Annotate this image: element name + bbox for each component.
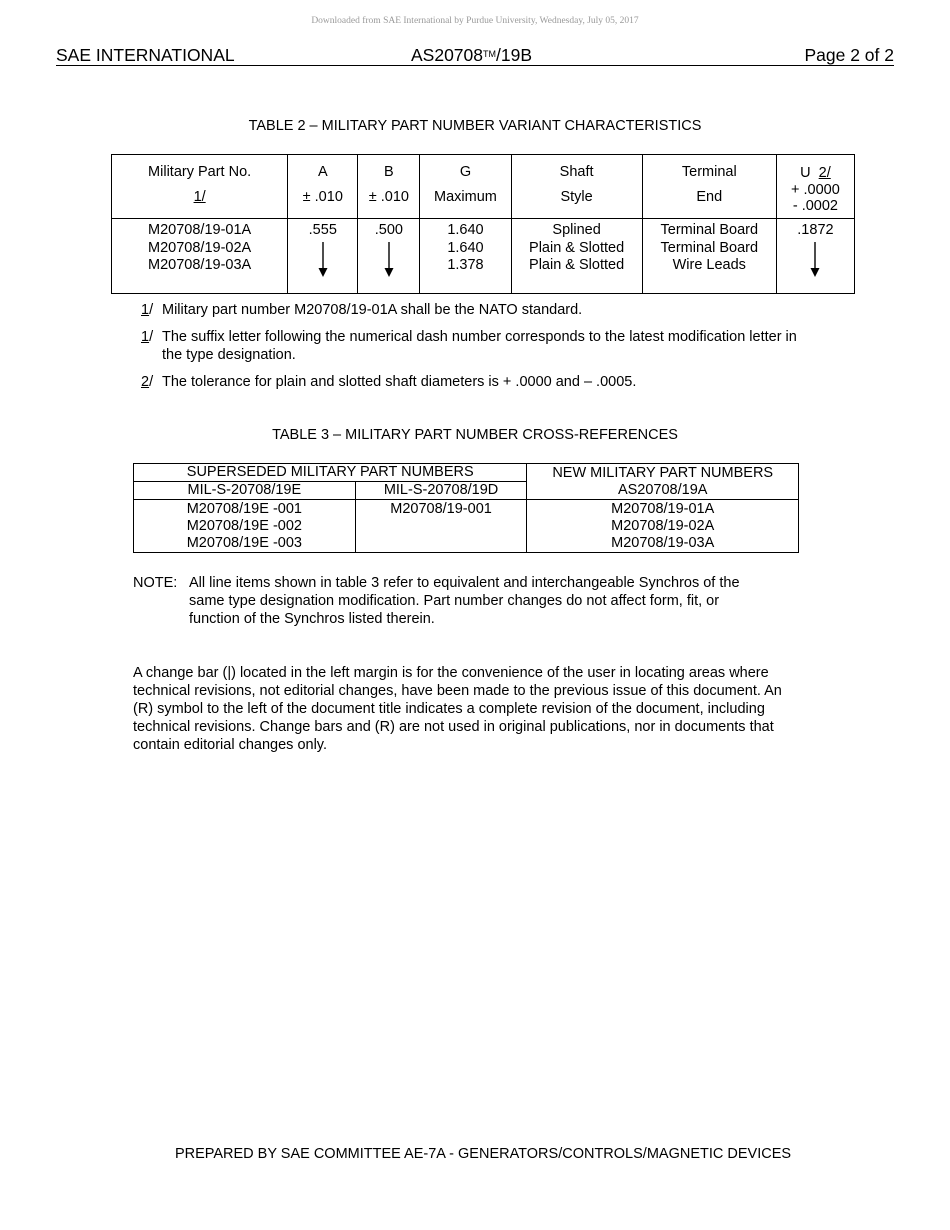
table3-body-row (134, 500, 799, 553)
th-u: U 2/ + .0000 - .0002 (776, 155, 854, 219)
down-arrow-icon (383, 242, 395, 278)
change-bar-paragraph: A change bar (|) located in the left margin is for the convenience of the user in locating areas where technical revisions, not editorial changes, have been made to the previous issue of this document. An (R) symbol to the left of the document title indicates a complete revision of the document, including technical revisions. Change bars and (R) are not used in original publications, nor in documents that contain editorial changes only. (133, 665, 782, 753)
td-u: .1872 (776, 219, 854, 294)
td-terminal: Terminal Board Terminal Board Wire Leads (642, 219, 776, 294)
table2-caption: TABLE 2 – MILITARY PART NUMBER VARIANT CHARACTERISTICS (248, 118, 702, 134)
download-watermark: Downloaded from SAE International by Purdue University, Wednesday, July 05, 2017 (311, 16, 639, 26)
down-arrow-icon (317, 242, 329, 278)
td-new-values: M20708/19-01A M20708/19-02A M20708/19-03A (527, 500, 799, 553)
th-a: A ± .010 (288, 155, 358, 219)
th-superseded: SUPERSEDED MILITARY PART NUMBERS (134, 464, 527, 482)
td-g: 1.640 1.640 1.378 (420, 219, 511, 294)
header-page-number: Page 2 of 2 (804, 45, 894, 65)
note-body: All line items shown in table 3 refer to equivalent and interchangeable Synchros of the same type designation modification. Part number changes do not affect form, fit, or function of the Synchros listed therein. (189, 575, 740, 627)
th-shaft: Shaft Style (511, 155, 642, 219)
th-mil-s-19e: MIL-S-20708/19E (134, 482, 356, 500)
table3-group-header-row (134, 464, 799, 482)
trademark-mark: TM (483, 49, 497, 59)
table2-variant-characteristics (111, 154, 855, 294)
table3-caption: TABLE 3 – MILITARY PART NUMBER CROSS-REFERENCES (272, 427, 678, 443)
header-doc-number: AS20708™/19B (411, 45, 533, 65)
th-new: NEW MILITARY PART NUMBERS AS20708/19A (527, 464, 799, 500)
down-arrow-icon (809, 242, 821, 278)
prepared-by-footer: PREPARED BY SAE COMMITTEE AE-7A - GENERATORS/CONTROLS/MAGNETIC DEVICES (174, 1146, 792, 1162)
page-header (56, 45, 894, 66)
header-org: SAE INTERNATIONAL (56, 45, 235, 65)
th-part-no: Military Part No. 1/ (112, 155, 288, 219)
table3-cross-references (133, 463, 799, 553)
td-part-numbers: M20708/19-01A M20708/19-02A M20708/19-03A (112, 219, 288, 294)
th-g: G Maximum (420, 155, 511, 219)
th-mil-s-19d: MIL-S-20708/19D (355, 482, 527, 500)
th-terminal: Terminal End (642, 155, 776, 219)
th-b: B ± .010 (358, 155, 420, 219)
table2-body-row (112, 219, 855, 294)
note-label: NOTE: (133, 575, 178, 591)
td-19d-values: M20708/19-001 (355, 500, 527, 553)
td-a: .555 (288, 219, 358, 294)
td-19e-values: M20708/19E -001 M20708/19E -002 M20708/19E -003 (134, 500, 356, 553)
table2-header-row (112, 155, 855, 219)
td-b: .500 (358, 219, 420, 294)
footnote-1-suffix: 1/ The suffix letter following the numerical dash number corresponds to the latest modification letter in the type designation. (141, 329, 797, 363)
td-shaft: Splined Plain & Slotted Plain & Slotted (511, 219, 642, 294)
